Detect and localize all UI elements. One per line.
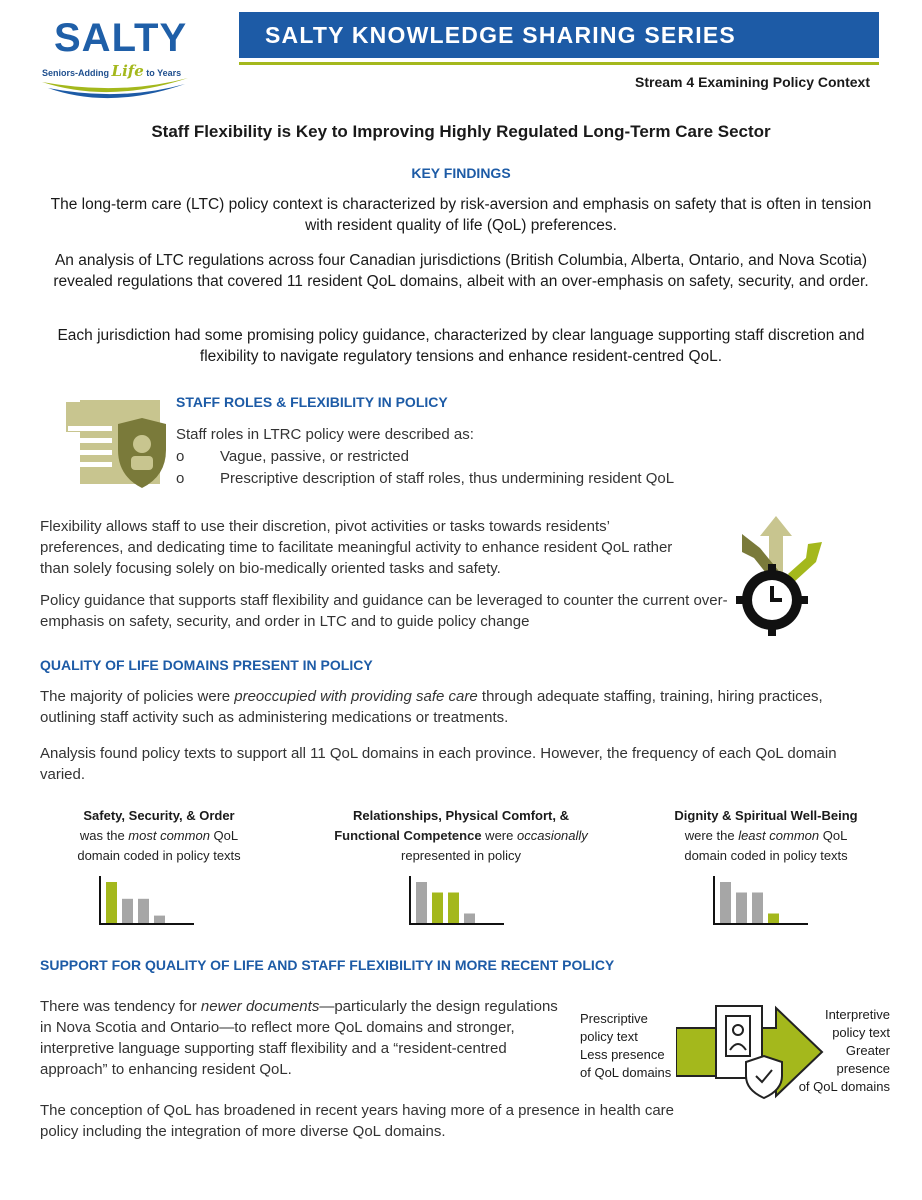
- column-line-2: represented in policy: [401, 848, 521, 863]
- bullet-marker: o: [176, 470, 185, 487]
- qol-para1-post: through adequate staffing, training, hiring practices, outlining staff activity such as administering medications or treatments.: [40, 688, 823, 726]
- logo-swoosh-icon: [40, 74, 190, 104]
- label-line: of QoL domains: [798, 1079, 890, 1094]
- bar-chart-occasional: [406, 872, 506, 928]
- chart-bar: [138, 899, 149, 924]
- stream-label: Stream 4 Examining Policy Context: [635, 74, 870, 90]
- label-line: policy text: [832, 1025, 890, 1040]
- key-finding-1: The long-term care (LTC) policy context is characterized by risk-aversion and emphasis on safety that is often in tension with resident quality of life (QoL) preferences.: [50, 196, 872, 234]
- chart-bar: [106, 882, 117, 924]
- flexible-direction-clock-icon: [734, 512, 844, 642]
- qol-para1-em: preoccupied with providing safe care: [234, 688, 478, 705]
- bar-chart-most-common: [96, 872, 196, 928]
- key-findings-heading: KEY FINDINGS: [411, 165, 511, 181]
- column-line-1: were the least common QoL: [684, 828, 848, 843]
- qol-paragraph-2: Analysis found policy texts to support all 11 QoL domains in each province. However, the frequency of each QoL domain varied.: [40, 745, 837, 783]
- chart-bar: [416, 882, 427, 924]
- column-line-1: was the most common QoL: [79, 828, 239, 843]
- chart-bar: [432, 893, 443, 925]
- salty-logo: [40, 16, 190, 102]
- key-finding-2: An analysis of LTC regulations across four Canadian jurisdictions (British Columbia, Alberta, Ontario, and Nova Scotia) revealed regulations that covered 11 resident QoL domains, albeit with an over-emphasis on safety, security, and order.: [53, 252, 869, 290]
- series-banner: SALTY KNOWLEDGE SHARING SERIES: [239, 12, 879, 58]
- column-line-2: domain coded in policy texts: [77, 848, 241, 863]
- chart-bar: [464, 914, 475, 925]
- chart-bar: [768, 914, 779, 925]
- recent-para1-post: —particularly the design regulations in Nova Scotia and Ontario—to reflect more QoL domains and stronger, interpretive language supporting staff flexibility and a “resident-centred approach” to enhancing resident QoL.: [40, 998, 558, 1078]
- recent-para1-em: newer documents: [200, 998, 320, 1015]
- page-title: Staff Flexibility is Key to Improving Highly Regulated Long-Term Care Sector: [151, 122, 771, 141]
- label-line: Interpretive: [824, 1007, 890, 1022]
- flexibility-paragraph: Flexibility allows staff to use their discretion, pivot activities or tasks towards residents’ preferences, and dedicating time to facilitate meaningful activity to enhance resident QoL rather than solely focusing solely on bio-medically oriented tasks and safety.: [40, 518, 673, 577]
- column-heading: Relationships, Physical Comfort, &: [353, 808, 569, 823]
- chart-bar: [720, 882, 731, 924]
- logo-text: SALTY: [54, 16, 188, 60]
- recent-para1-pre: There was tendency for: [40, 998, 201, 1015]
- label-line: policy text: [580, 1029, 638, 1044]
- bullet-marker: o: [176, 448, 185, 465]
- qol-column-most-common: [44, 806, 274, 866]
- label-line: presence: [836, 1061, 890, 1076]
- recent-policy-heading: SUPPORT FOR QUALITY OF LIFE AND STAFF FLEXIBILITY IN MORE RECENT POLICY: [40, 957, 615, 973]
- staff-roles-heading: STAFF ROLES & FLEXIBILITY IN POLICY: [176, 394, 448, 410]
- bullet-text: Prescriptive description of staff roles, thus undermining resident QoL: [220, 470, 675, 487]
- document-shield-icon: [58, 396, 168, 488]
- qol-column-least-common: [650, 806, 882, 866]
- staff-roles-bullet: [176, 446, 409, 467]
- logo-tagline-post: to Years: [146, 68, 182, 78]
- qol-domains-heading: QUALITY OF LIFE DOMAINS PRESENT IN POLICY: [40, 657, 373, 673]
- staff-roles-intro: Staff roles in LTRC policy were described as:: [176, 426, 474, 443]
- qol-paragraph-1: [40, 686, 882, 728]
- logo-tagline-pre: Seniors-Adding: [42, 68, 109, 78]
- column-heading: Dignity & Spiritual Well-Being: [674, 808, 858, 823]
- qol-para1-pre: The majority of policies were: [40, 688, 235, 705]
- bar-chart-least-common: [710, 872, 810, 928]
- label-line: Greater: [845, 1043, 890, 1058]
- label-line: Less presence: [580, 1047, 665, 1062]
- recent-policy-paragraph-1: [40, 996, 570, 1080]
- chart-bar: [154, 916, 165, 924]
- policy-guidance-paragraph: Policy guidance that supports staff flexibility and guidance can be leveraged to counter the current over-emphasis on safety, security, and order in LTC and to guide policy change: [40, 592, 728, 630]
- label-line: of QoL domains: [580, 1065, 672, 1080]
- key-finding-3: Each jurisdiction had some promising policy guidance, characterized by clear language supporting staff discretion and flexibility to navigate regulatory tensions and enhance resident-centred QoL.: [57, 327, 865, 365]
- column-heading: Safety, Security, & Order: [83, 808, 235, 823]
- column-line-2: domain coded in policy texts: [684, 848, 848, 863]
- chart-bar: [122, 899, 133, 924]
- banner-stripe: [239, 62, 879, 65]
- logo-tagline-life: Life: [111, 62, 144, 80]
- recent-policy-paragraph-2: The conception of QoL has broadened in recent years having more of a presence in health care policy including the integration of more diverse QoL domains.: [40, 1102, 675, 1140]
- chart-bar: [736, 893, 747, 925]
- prescriptive-label: [580, 1010, 676, 1082]
- interpretive-label: [790, 1006, 890, 1096]
- qol-column-occasional: [306, 806, 616, 866]
- column-line-1: Functional Competence were occasionally: [334, 828, 588, 843]
- chart-bar: [448, 893, 459, 925]
- bullet-text: Vague, passive, or restricted: [220, 448, 409, 465]
- staff-roles-bullet: [176, 468, 674, 489]
- chart-bar: [752, 893, 763, 925]
- label-line: Prescriptive: [580, 1011, 648, 1026]
